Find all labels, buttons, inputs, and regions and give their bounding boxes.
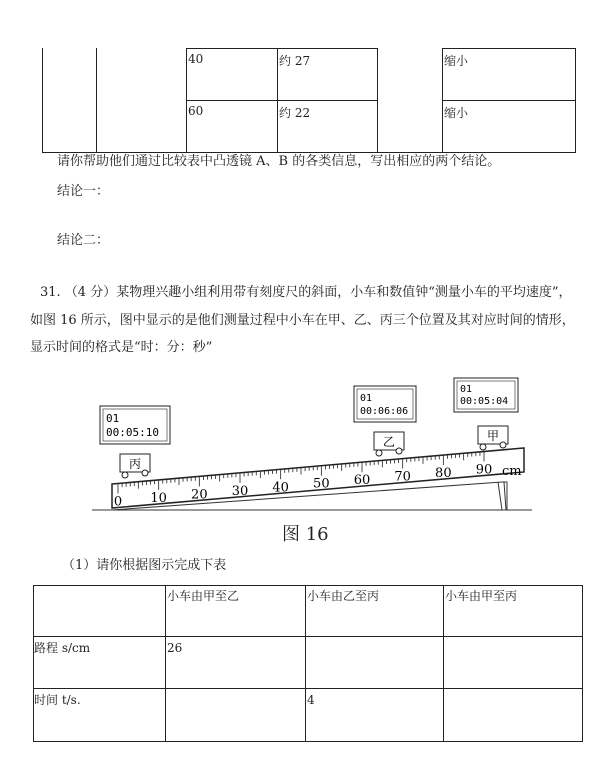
clock-yi	[354, 386, 416, 422]
ruler-unit: cm	[502, 464, 522, 479]
ruler-tick-label: 90	[475, 462, 493, 478]
cart-wheel	[376, 450, 382, 456]
clock-bing	[100, 406, 170, 444]
conclusion-two-label: 结论二：	[57, 233, 110, 248]
ruler-tick-label: 20	[191, 487, 208, 503]
cart-label: 甲	[486, 429, 500, 443]
ruler-tick-label: 60	[353, 473, 371, 489]
table-header: 小车由甲至丙	[445, 589, 518, 603]
prompt-text: 请你帮助他们通过比较表中凸透镜 A、B 的各类信息，写出相应的两个结论。	[57, 154, 501, 169]
row-label-time: 时间 t/s.	[34, 693, 81, 707]
ruler-tick-label: 50	[313, 476, 330, 492]
ruler-tick-label: 0	[113, 494, 123, 510]
clock-line: 01	[360, 393, 373, 404]
cart-label: 丙	[128, 457, 142, 471]
cart-wheel	[142, 470, 148, 476]
table-cell: 缩小	[444, 106, 469, 120]
question-31-line2: 如图 16 所示，图中显示的是他们测量过程中小车在甲、乙、丙三个位置及其对应时间的情形，	[30, 313, 575, 328]
cart-yi	[374, 432, 404, 456]
clock-line: 01	[106, 412, 120, 425]
time-value[interactable]: 4	[307, 693, 315, 707]
ruler-tick-label: 80	[435, 466, 452, 482]
table-cell: 约 27	[279, 54, 311, 68]
clock-time: 00:06:06	[360, 406, 409, 417]
cart-wheel	[122, 472, 128, 478]
row-label-distance: 路程 s/cm	[34, 641, 91, 655]
table-cell: 缩小	[444, 54, 469, 68]
distance-value[interactable]: 26	[167, 641, 183, 655]
figure-16	[92, 372, 532, 522]
cart-wheel	[396, 448, 402, 454]
ruler-tick-label: 30	[231, 483, 249, 499]
clock-jia	[454, 378, 518, 412]
incline-figure	[92, 372, 532, 522]
cart-wheel	[480, 444, 486, 450]
cart-bing	[120, 454, 150, 478]
question-31-line3: 显示时间的格式是“时：分：秒”	[30, 340, 213, 355]
cart-label: 乙	[382, 435, 396, 449]
cart-jia	[478, 426, 508, 450]
table-cell: 约 22	[279, 106, 311, 120]
ruler-tick-label: 40	[272, 480, 289, 496]
cart-wheel	[500, 442, 506, 448]
clock-line: 01	[460, 384, 473, 395]
clock-time: 00:05:10	[106, 426, 159, 439]
conclusion-one-label: 结论一：	[57, 184, 110, 199]
table-cell: 40	[188, 52, 204, 66]
clock-time: 00:05:04	[460, 396, 509, 407]
subquestion-1: （1）请你根据图示完成下表	[62, 558, 227, 573]
table-header: 小车由甲至乙	[167, 589, 240, 603]
figure-caption: 图 16	[282, 524, 329, 545]
ruler-tick-label: 70	[394, 469, 411, 485]
table-cell: 60	[188, 104, 204, 118]
ruler-tick-label: 10	[150, 490, 167, 506]
question-31-line1: 31. （4 分）某物理兴趣小组利用带有刻度尺的斜面，小车和数值钟“测量小车的平均速度”，	[40, 285, 572, 300]
table-header: 小车由乙至丙	[307, 589, 380, 603]
